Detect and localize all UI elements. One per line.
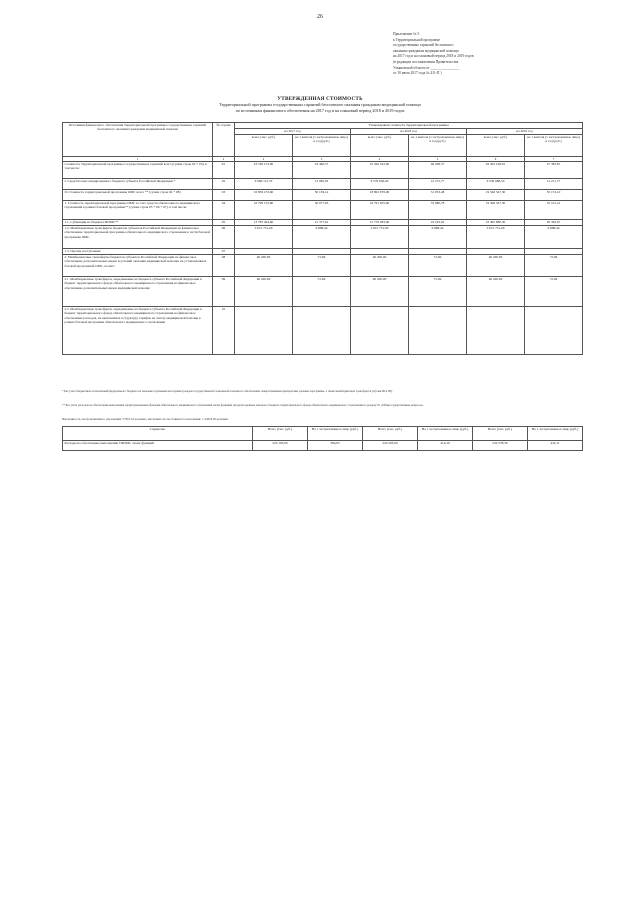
value-cell: 40 200,00 <box>235 255 293 277</box>
value-cell: 46 268,37 <box>409 162 467 179</box>
ref-cell: 220 203,00 <box>363 441 418 451</box>
index-cell: 2 <box>235 157 293 162</box>
reference-header-row <box>63 427 583 441</box>
row-no: 10 <box>213 307 235 355</box>
value-cell: 6 576 656,00 <box>351 179 409 190</box>
row-name: II. Стоимость территориальной программы ОМС всего ** (сумма строк 04 + 08) <box>63 190 213 201</box>
row-name: 1.1. Субвенции из бюджета ФОМС** <box>63 220 213 226</box>
value-cell: 24 192,92 <box>409 220 467 226</box>
appendix-line: от 10 июля 2017 года № 411-П ) <box>393 71 442 76</box>
appendix-line: оказания гражданам медицинской помощи <box>393 48 459 53</box>
appendix-block <box>393 32 593 77</box>
value-cell: 40 200,00 <box>351 277 409 307</box>
row-no: 01 <box>213 162 235 179</box>
value-cell: 13 783 404,60 <box>235 220 293 226</box>
appendix-line: Ульяновской области от ________________ <box>393 65 460 70</box>
index-cell: 3 <box>293 157 351 162</box>
row-name: 2.2. Межбюджетные трансферты, передаваемые из бюджета субъекта Российской Федерации в бюджет территориального фонда обязательного медицинского страхования на финансовое обеспечение расходов, не включенных в структуру тарифов на оплату медицинской помощи в рамках базовой программы обязательного медицинского страхования <box>63 307 213 355</box>
value-cell: 72,69 <box>409 277 467 307</box>
ref-cell: 432,11 <box>528 441 583 451</box>
value-cell: 19 546 547,30 <box>467 190 525 201</box>
table-row <box>63 162 583 179</box>
ref-header: Всего (тыс. руб.) <box>253 427 308 441</box>
value-cell <box>351 307 409 355</box>
appendix-line: государственных гарантий бесплатного <box>393 43 454 48</box>
value-cell: 3 015 751,00 <box>235 226 293 249</box>
value-cell <box>409 307 467 355</box>
row-no: 06 <box>213 226 235 249</box>
table-row <box>63 201 583 220</box>
index-cell: 2 <box>213 157 235 162</box>
row-no: 05 <box>213 220 235 226</box>
value-cell: 72,69 <box>293 255 351 277</box>
population-note: Численность застрахованного населения: 578 014 человек; численность постоянного населения: 1 246 618 человек. <box>62 417 229 421</box>
row-name: Стоимость Территориальной программы государственных гарантий всего (сумма строк 02 + 03), в том числе: <box>63 162 213 179</box>
document-title <box>60 96 580 113</box>
value-cell: 33 980,78 <box>409 201 467 220</box>
header-year-2018: на 2018 год <box>351 129 467 135</box>
row-no: 03 <box>213 190 235 201</box>
row-name: 2. Межбюджетные трансферты бюджетов субъектов Российской Федерации на финансовое обеспечение дополнительных видов и условий оказания медицинской помощи, не установленных базовой программой ОМС, из них: <box>63 255 213 277</box>
table-row <box>63 255 583 277</box>
ref-cell: Расходы на обеспечение выполнения ТФОМС своих функций <box>63 441 253 451</box>
value-cell: 72,69 <box>525 277 583 307</box>
value-cell: 9 668,44 <box>409 226 467 249</box>
value-cell: 21 377,61 <box>293 220 351 226</box>
header-per-person: на 1 жителя (1 застрахованное лицо) в год (руб.) <box>525 135 583 157</box>
value-cell: 3 015 751,00 <box>351 226 409 249</box>
value-cell: 40 200,00 <box>235 277 293 307</box>
reference-table <box>62 426 583 451</box>
value-cell: 16 791 655,00 <box>351 201 409 220</box>
value-cell: 30 139,14 <box>293 190 351 201</box>
ref-header: На 1 застрахованное лицо (руб.) <box>418 427 473 441</box>
title-main: УТВЕРЖДЕННАЯ СТОИМОСТЬ <box>277 96 363 102</box>
header-source: Источники финансового обеспечения Территориальной программы государственных гарантий бесплатного оказания гражданам медицинской помощи <box>63 123 213 157</box>
table-row <box>63 307 583 355</box>
value-cell: 16 799 155,60 <box>235 201 293 220</box>
value-cell: 23 766 153,00 <box>235 162 293 179</box>
table-row <box>63 190 583 201</box>
value-cell: 72,69 <box>525 255 583 277</box>
page-number: 26 <box>317 14 323 20</box>
index-cell: 7 <box>525 157 583 162</box>
value-cell: 15 776 083,00 <box>351 220 409 226</box>
row-no: 02 <box>213 179 235 190</box>
ref-header: Всего (тыс. руб.) <box>363 427 418 441</box>
table-row <box>63 277 583 307</box>
value-cell: 12 211,77 <box>525 179 583 190</box>
value-cell: 16 839 155,60 <box>235 190 293 201</box>
footnote-1: * Без учета бюджетных ассигнований федерального бюджета на оказание отдельным категориям граждан государственной социальной помощи по обеспечению лекарственными препаратами, целевые программы, а также межбюджетных трансфертов (строки 06 и 08). <box>62 389 393 393</box>
appendix-line: (в редакции постановления Правительства <box>393 59 459 64</box>
value-cell: 72,69 <box>293 277 351 307</box>
row-name: I. Средства консолидированного бюджета субъекта Российской Федерации * <box>63 179 213 190</box>
title-line-2: по источникам финансового обеспечения на 2017 год и на плановый период 2018 и 2019 годов <box>235 107 405 113</box>
header-cost: Утвержденная стоимость Территориальной программы <box>235 123 583 129</box>
header-per-person: на 1 жителя (1 застрахованное лицо) в год (руб.) <box>293 135 351 157</box>
value-cell: 43 460,57 <box>293 162 351 179</box>
value-cell <box>235 307 293 355</box>
header-per-person: на 1 жителя (1 застрахованное лицо) в год (руб.) <box>409 135 467 157</box>
row-no: 04 <box>213 201 235 220</box>
value-cell: 19 506 547,30 <box>467 201 525 220</box>
header-row-no: № строки <box>213 123 235 157</box>
value-cell: 3 015 751,00 <box>467 226 525 249</box>
value-cell: 13 000,02 <box>293 179 351 190</box>
value-cell: 72,69 <box>409 255 467 277</box>
ref-cell: 414,50 <box>418 441 473 451</box>
ref-cell: 220 193,00 <box>253 441 308 451</box>
footnote-2: ** Без учета расходов на обеспечение выполнения территориальными фондами обязательного медицинского страхования своих функций, предусмотренных законом о бюджете территориального фонда обязательного медицинского страхования по разделу 01 «Общегосударственные вопросы». <box>62 403 424 407</box>
value-cell: 30 077,03 <box>293 201 351 220</box>
value-cell: 26 493 196,91 <box>467 162 525 179</box>
value-cell: 12 272,77 <box>409 179 467 190</box>
index-cell: 6 <box>467 157 525 162</box>
value-cell: 9 668,44 <box>525 226 583 249</box>
value-cell: 9 668,44 <box>293 226 351 249</box>
ref-header: Всего (тыс. руб.) <box>473 427 528 441</box>
value-cell: 16 492 880,30 <box>467 220 525 226</box>
value-cell: 35 101,41 <box>525 201 583 220</box>
reference-row <box>63 441 583 451</box>
ref-header: Справочно <box>63 427 253 441</box>
index-cell: 4 <box>351 157 409 162</box>
appendix-line: на 2017 год и на плановый период 2018 и 2019 годов <box>393 54 474 59</box>
value-cell: 25 364 522,00 <box>351 162 409 179</box>
ref-header: На 1 застрахованное лицо (руб.) <box>308 427 363 441</box>
table-row <box>63 226 583 249</box>
row-name: 2.1. Межбюджетные трансферты, передаваемые из бюджета субъекта Российской Федерации в бюджет территориального фонда обязательного медицинского страхования на финансовое обеспечение дополнительных видов медицинской помощи <box>63 277 213 307</box>
header-total: всего (тыс. руб.) <box>351 135 409 157</box>
header-year-2019: на 2019 год <box>467 129 583 135</box>
row-no: 09 <box>213 277 235 307</box>
ref-cell: 394,05 <box>308 441 363 451</box>
table-row <box>63 179 583 190</box>
appendix-line: к Территориальной программе <box>393 37 440 42</box>
header-total: всего (тыс. руб.) <box>467 135 525 157</box>
value-cell: 40 200,00 <box>467 255 525 277</box>
value-cell: 47 383,87 <box>525 162 583 179</box>
header-total: всего (тыс. руб.) <box>235 135 293 157</box>
row-no: 08 <box>213 255 235 277</box>
row-name: 1.3. Прочие поступления <box>63 249 213 255</box>
row-name: 1. Стоимость территориальной программы ОМС за счет средств обязательного медицинского страхования в рамках базовой программы** (сумма строк 05 + 06 + 07), в том числе: <box>63 201 213 220</box>
header-year-2017: на 2017 год <box>235 129 351 135</box>
value-cell <box>293 307 351 355</box>
cost-table <box>62 122 583 355</box>
value-cell: 35 172,10 <box>525 190 583 201</box>
value-cell <box>467 307 525 355</box>
index-cell: 1 <box>63 157 213 162</box>
value-cell: 26 356,97 <box>525 220 583 226</box>
value-cell: 6 966 112,70 <box>235 179 293 190</box>
title-line-1: Территориальной программы государственных гарантий бесплатного оказания гражданам медицинской помощи <box>219 102 421 107</box>
ref-cell: 234 578,30 <box>473 441 528 451</box>
index-cell: 5 <box>409 157 467 162</box>
value-cell <box>525 307 583 355</box>
ref-header: На 1 застрахованное лицо (руб.) <box>528 427 583 441</box>
value-cell: 18 802 976,00 <box>351 190 409 201</box>
appendix-line: Приложение № 5 <box>393 32 420 36</box>
value-cell: 40 200,00 <box>351 255 409 277</box>
row-no: 07 <box>213 249 235 255</box>
value-cell: 31 053,48 <box>409 190 467 201</box>
value-cell: 6 536 686,50 <box>467 179 525 190</box>
row-name: 1.2. Межбюджетные трансферты бюджетов субъектов Российской Федерации на финансовое обеспечение территориальной программы обязательного медицинского страхования в части базовой программы ОМС <box>63 226 213 249</box>
value-cell: 40 200,00 <box>467 277 525 307</box>
